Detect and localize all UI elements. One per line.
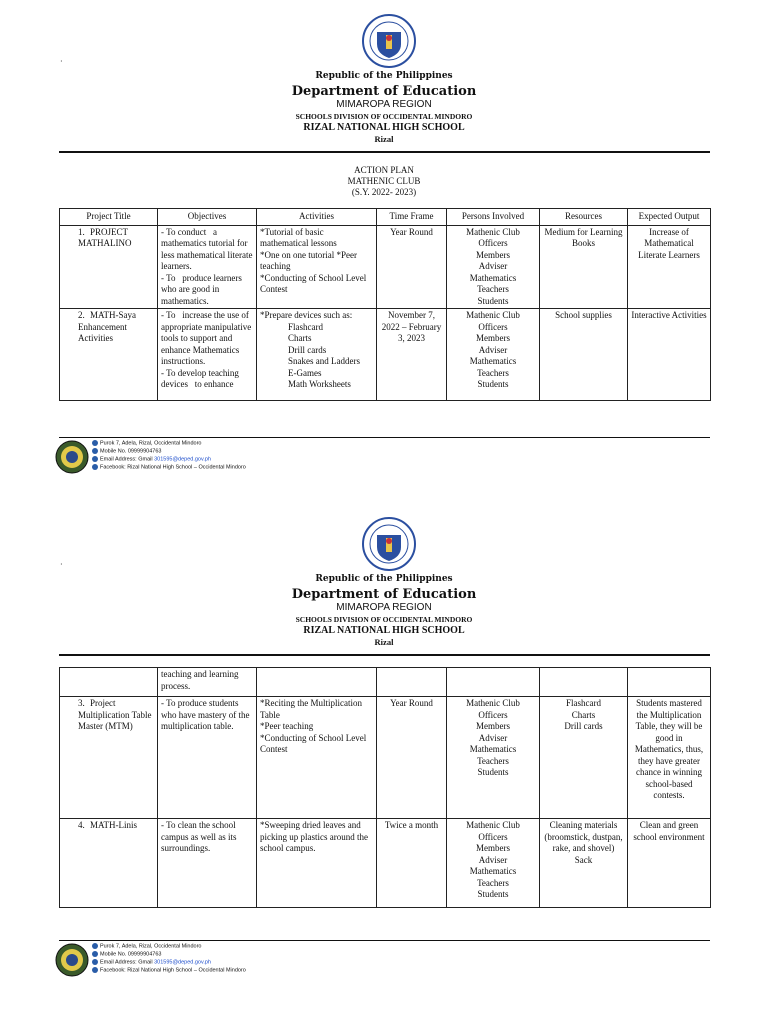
timeframe-cell: Year Round [377,697,447,819]
municipality-line: Rizal [374,637,394,647]
project-title: Project Multiplication Table Master (MTM) [78,698,152,731]
deped-seal-icon [362,14,416,68]
header-rule [59,151,710,153]
col-header: Objectives [158,209,257,226]
timeframe-cell [377,668,447,697]
list-item: Drill cards [288,344,327,355]
table-row [60,309,711,401]
project-title: MATH-Linis [90,820,137,830]
col-header: Project Title [60,209,158,226]
action-plan-table [59,208,711,401]
row-number: 1. [78,226,85,237]
footer-rule [59,437,710,438]
project-cell [60,668,158,697]
output-cell: Clean and green school environment [628,819,711,908]
email-link[interactable]: 301595@deped.gov.ph [154,959,211,966]
facebook-icon [92,464,98,470]
department-line: Department of Education [291,587,477,602]
project-cell [60,309,158,401]
resources-cell: Medium for Learning Books [540,225,628,309]
list-item: Flashcard [288,321,323,332]
activities-cell: *Tutorial of basic mathematical lessons *One on one tutorial *Peer teaching *Conducting of School Level Contest [257,225,377,309]
project-title: MATH-Saya Enhancement Activities [78,310,136,343]
objectives-cell: - To increase the use of appropriate manipulative tools to support and enhance Mathematics instructions. - To develop teaching devices to enhance [158,309,257,401]
col-header: Resources [540,209,628,226]
address-text: Purok 7, Adela, Rizal, Occidental Mindoro [100,943,202,950]
list-item: E-Games [288,367,322,378]
output-cell [628,668,711,697]
row-number: 2. [78,310,85,320]
objectives-cell: teaching and learning process. [158,668,257,697]
persons-cell: Mathenic Club Officers Members Adviser Mathematics Teachers Students [447,309,540,401]
phone-icon [92,448,98,454]
header-rule [59,654,710,656]
footer-address [92,943,202,949]
footer-email [92,959,211,965]
footer-facebook [92,967,246,973]
footer-email [92,456,211,462]
email-link[interactable]: 301595@deped.gov.ph [154,456,211,463]
republic-line: Republic of the Philippines [315,71,453,81]
col-header: Persons Involved [447,209,540,226]
school-logo-icon [55,440,89,474]
activities-intro: *Prepare devices such as: [260,310,353,320]
page-2 [0,503,768,1015]
footer [55,943,315,983]
footer-mobile [92,448,161,454]
devices-list [260,322,373,391]
school-line: RIZAL NATIONAL HIGH SCHOOL [303,122,465,133]
timeframe-cell: November 7, 2022 – February 3, 2023 [377,309,447,401]
timeframe-cell: Year Round [377,225,447,309]
row-number: 3. [78,698,85,708]
club-name: MATHENIC CLUB [347,176,421,186]
doc-title: ACTION PLAN [354,165,414,175]
col-header: Expected Output [628,209,711,226]
footer [55,440,315,480]
email-label: Email Address: Gmail [100,959,155,966]
row-number: 4. [78,820,85,830]
output-cell: Increase of Mathematical Literate Learners [628,225,711,309]
list-item: Math Worksheets [288,379,351,389]
location-icon [92,943,98,949]
activities-cell: *Sweeping dried leaves and picking up plastics around the school campus. [257,819,377,908]
col-header: Time Frame [377,209,447,226]
table-row [60,697,711,819]
col-header: Activities [257,209,377,226]
table-row [60,668,711,697]
department-line: Department of Education [291,84,477,99]
region-line: MIMAROPA REGION [336,99,432,110]
facebook-text: Facebook: Rizal National High School – Occidental Mindoro [100,464,246,471]
division-line: SCHOOLS DIVISION OF OCCIDENTAL MINDORO [295,615,473,624]
activities-cell [257,309,377,401]
location-icon [92,440,98,446]
phone-icon [92,951,98,957]
output-cell: Interactive Activities [628,309,711,401]
table-header-row [60,209,711,226]
email-icon [92,959,98,965]
email-icon [92,456,98,462]
activities-cell: *Reciting the Multiplication Table *Peer teaching *Conducting of School Level Contest [257,697,377,819]
list-item: Charts [288,333,312,343]
region-line: MIMAROPA REGION [336,602,432,613]
footer-rule [59,940,710,941]
facebook-text: Facebook: Rizal National High School – Occidental Mindoro [100,967,246,974]
footer-mobile [92,951,161,957]
address-text: Purok 7, Adela, Rizal, Occidental Mindoro [100,440,202,447]
project-cell [60,697,158,819]
list-item: Snakes and Ladders [288,356,360,366]
resources-cell: Flashcard Charts Drill cards [540,697,628,819]
project-cell [60,819,158,908]
persons-cell: Mathenic Club Officers Members Adviser Mathematics Teachers Students [447,819,540,908]
footer-address [92,440,202,446]
school-line: RIZAL NATIONAL HIGH SCHOOL [303,625,465,636]
persons-cell [447,668,540,697]
resources-cell: Cleaning materials (broomstick, dustpan, rake, and shovel) Sack [540,819,628,908]
facebook-icon [92,967,98,973]
project-title: PROJECT MATHALINO [78,226,132,248]
footer-facebook [92,464,246,470]
school-logo-icon [55,943,89,977]
table-row [60,819,711,908]
objectives-cell: - To produce students who have mastery of the multiplication table. [158,697,257,819]
persons-cell: Mathenic Club Officers Members Adviser Mathematics Teachers Students [447,225,540,309]
school-year: (S.Y. 2022- 2023) [351,187,417,197]
email-label: Email Address: Gmail [100,456,155,463]
activities-cell [257,668,377,697]
resources-cell [540,668,628,697]
timeframe-cell: Twice a month [377,819,447,908]
objectives-cell: - To clean the school campus as well as its surroundings. [158,819,257,908]
action-plan-table-continued [59,667,711,908]
resources-cell: School supplies [540,309,628,401]
output-cell: Students mastered the Multiplication Table, they will be good in Mathematics, thus, they have greater chance in winning school-based contests. [628,697,711,819]
mobile-text: Mobile No. 09999904763 [100,448,162,455]
deped-seal-icon [362,517,416,571]
municipality-line: Rizal [374,134,394,144]
republic-line: Republic of the Philippines [315,574,453,584]
division-line: SCHOOLS DIVISION OF OCCIDENTAL MINDORO [295,112,473,121]
mobile-text: Mobile No. 09999904763 [100,951,162,958]
stray-dot: · [60,57,63,66]
persons-cell: Mathenic Club Officers Members Adviser Mathematics Teachers Students [447,697,540,819]
stray-dot: · [60,560,63,569]
project-cell [60,225,158,309]
objectives-cell: - To conduct a mathematics tutorial for less mathematical literate learners. - To produce learners who are good in mathematics. [158,225,257,309]
table-row [60,225,711,309]
